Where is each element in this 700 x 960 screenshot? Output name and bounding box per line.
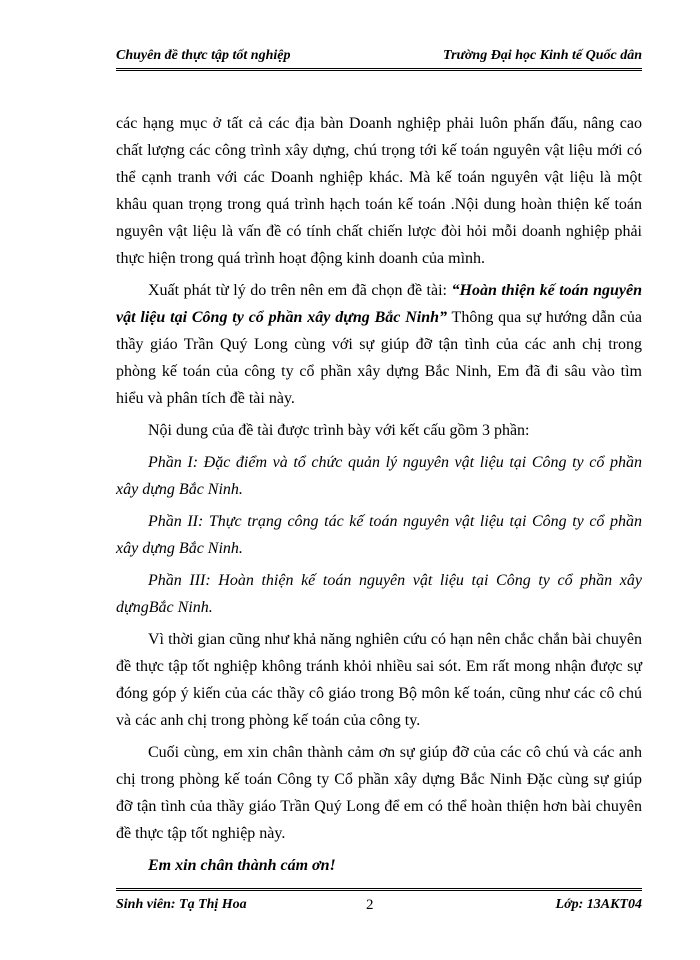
closing-thanks: Em xin chân thành cám ơn! <box>148 857 336 874</box>
part-2: Phần II: Thực trạng công tác kế toán nguyên vật liệu tại Công ty cổ phần xây dựng Bắc Ninh. <box>116 513 642 557</box>
part-3: Phần III: Hoàn thiện kế toán nguyên vật liệu tại Công ty cổ phần xây dựngBắc Ninh. <box>116 572 642 616</box>
paragraph-acknowledgement: Cuối cùng, em xin chân thành cảm ơn sự giúp đỡ của các cô chú và các anh chị trong phòng kế toán Công ty Cổ phần xây dựng Bắc Ninh Đặc cùng sự giúp đỡ tận tình của thầy giáo Trần Quý Long để em có thể hoàn thiện hơn bài chuyên đề thực tập tốt nghiệp này. <box>116 744 642 842</box>
paragraph-limitations: Vì thời gian cũng như khả năng nghiên cứu có hạn nên chắc chắn bài chuyên đề thực tập tốt nghiệp không tránh khỏi nhiều sai sót. Em rất mong nhận được sự đóng góp ý kiến của các thầy cô giáo trong Bộ môn kế toán, cũng như các cô chú và các anh chị trong phòng kế toán của công ty. <box>116 631 642 729</box>
topic-lead: Xuất phát từ lý do trên nên em đã chọn đề tài: <box>148 282 452 299</box>
topic-title: “Hoàn thiện kế toán nguyên vật liệu tại Công ty cổ phần xây dựng Bắc Ninh” <box>116 282 642 326</box>
page-number: 2 <box>366 897 374 913</box>
paragraph-intro: các hạng mục ở tất cả các địa bàn Doanh nghiệp phải luôn phấn đấu, nâng cao chất lượng các công trình xây dựng, chú trọng tới kế toán nguyên vật liệu mới có thể cạnh tranh với các Doanh nghiệp khác. Mà kế toán nguyên vật liệu là một khâu quan trọng trong quá trình hạch toán kế toán .Nội dung hoàn thiện kế toán nguyên vật liệu là vấn đề có tính chất chiến lược đòi hỏi mỗi doanh nghiệp phải thực hiện trong quá trình hoạt động kinh doanh của mình. <box>116 115 642 267</box>
paragraph-structure: Nội dung của đề tài được trình bày với kết cấu gồm 3 phần: <box>148 422 530 439</box>
page-footer <box>116 888 642 917</box>
footer-class: Lớp: 13AKT04 <box>555 897 642 912</box>
document-body <box>116 110 642 884</box>
footer-student: Sinh viên: Tạ Thị Hoa <box>116 897 247 912</box>
header-university: Trường Đại học Kinh tế Quốc dân <box>443 48 642 63</box>
paragraph-topic <box>116 277 642 412</box>
topic-rest: Thông qua sự hướng dẫn của thầy giáo Trần Quý Long cùng với sự giúp đỡ tận tình của các anh chị trong phòng kế toán của công ty cổ phần xây dựng Bắc Ninh, Em đã đi sâu vào tìm hiểu và phân tích đề tài này. <box>116 309 643 407</box>
part-1: Phần I: Đặc điểm và tổ chức quản lý nguyên vật liệu tại Công ty cổ phần xây dựng Bắc Ninh. <box>116 454 642 498</box>
header-title: Chuyên đề thực tập tốt nghiệp <box>116 48 291 63</box>
page-header <box>116 46 642 71</box>
